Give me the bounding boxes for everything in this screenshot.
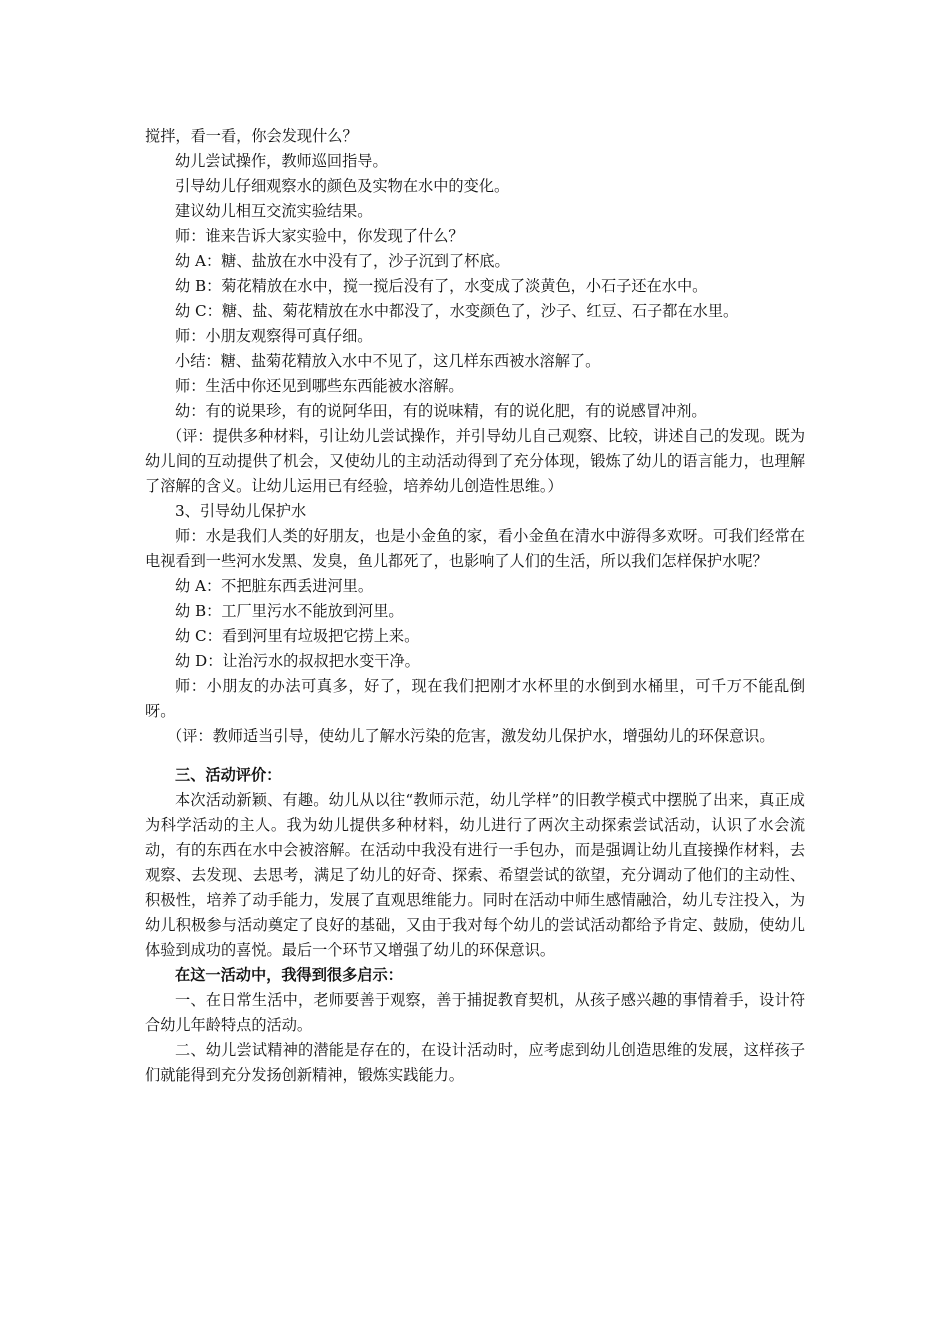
paragraph-section-3-title: 3、引导幼儿保护水 [175,502,307,520]
paragraph-child-a-protect: 幼 A：不把脏东西丢进河里。 [175,577,374,595]
paragraph-child-b: 幼 B：菊花精放在水中，搅一搅后没有了，水变成了淡黄色，小石子还在水中。 [175,277,708,295]
paragraph-children-answers: 幼：有的说果珍，有的说阿华田，有的说味精，有的说化肥，有的说感冒冲剂。 [175,402,707,420]
document-page [145,124,805,1088]
heading-activity-evaluation: 三、活动评价： [175,766,282,784]
paragraph-evaluation-body: 本次活动新颖、有趣。幼儿从以往“教师示范，幼儿学样”的旧教学模式中摆脱了出来，真正成为科学活动的主人。我为幼儿提供多种材料，幼儿进行了两次主动探索尝试活动，认识了水会流动，有的东西在水中会被溶解。在活动中我没有进行一手包办，而是强调让幼儿直接操作材料，去观察、去发现、去思考，满足了幼儿的好奇、探索、希望尝试的欲望，充分调动了他们的主动性、积极性，培养了动手能力，发展了直观思维能力。同时在活动中师生感情融洽，幼儿专注投入，为幼儿积极参与活动奠定了良好的基础，又由于我对每个幼儿的尝试活动都给予肯定、鼓励，使幼儿体验到成功的喜悦。最后一个环节又增强了幼儿的环保意识。 [145,791,805,959]
paragraph-child-b-protect: 幼 B：工厂里污水不能放到河里。 [175,602,404,620]
paragraph-guide-observe: 引导幼儿仔细观察水的颜色及实物在水中的变化。 [175,177,510,195]
paragraph-teacher-ask: 师：谁来告诉大家实验中，你发现了什么？ [175,227,464,245]
paragraph-children-try: 幼儿尝试操作，教师巡回指导。 [175,152,388,170]
paragraph-child-a: 幼 A：糖、盐放在水中没有了，沙子沉到了杯底。 [175,252,510,270]
paragraph-summary: 小结：糖、盐菊花精放入水中不见了，这几样东西被水溶解了。 [175,352,601,370]
paragraph-suggest-exchange: 建议幼儿相互交流实验结果。 [175,202,373,220]
paragraph-teacher-life: 师：生活中你还见到哪些东西能被水溶解。 [175,377,464,395]
heading-inspiration: 在这一活动中，我得到很多启示： [175,966,403,984]
paragraph-inspiration-1: 一、在日常生活中，老师要善于观察，善于捕捉教育契机，从孩子感兴趣的事情着手，设计符合幼儿年龄特点的活动。 [145,991,805,1034]
paragraph-evaluation-1: （评：提供多种材料，引让幼儿尝试操作，并引导幼儿自己观察、比较，讲述自己的发现。既为幼儿间的互动提供了机会，又使幼儿的主动活动得到了充分体现，锻炼了幼儿的语言能力，也理解了溶解的含义。让幼儿运用已有经验，培养幼儿创造性思维。） [145,427,805,495]
paragraph-inspiration-2: 二、幼儿尝试精神的潜能是存在的，在设计活动时，应考虑到幼儿创造思维的发展，这样孩子们就能得到充分发扬创新精神，锻炼实践能力。 [145,1041,805,1084]
paragraph-teacher-water: 师：水是我们人类的好朋友，也是小金鱼的家，看小金鱼在清水中游得多欢呀。可我们经常在电视看到一些河水发黑、发臭，鱼儿都死了，也影响了人们的生活，所以我们怎样保护水呢？ [145,527,805,570]
paragraph-stir-question: 搅拌，看一看，你会发现什么？ [145,127,358,145]
paragraph-child-c-protect: 幼 C：看到河里有垃圾把它捞上来。 [175,627,420,645]
paragraph-teacher-praise: 师：小朋友观察得可真仔细。 [175,327,373,345]
paragraph-evaluation-2: （评：教师适当引导，使幼儿了解水污染的危害，激发幼儿保护水，增强幼儿的环保意识。 [167,727,775,745]
paragraph-child-c: 幼 C：糖、盐、菊花精放在水中都没了，水变颜色了，沙子、红豆、石子都在水里。 [175,302,739,320]
paragraph-child-d-protect: 幼 D：让治污水的叔叔把水变干净。 [175,652,420,670]
paragraph-teacher-pour: 师：小朋友的办法可真多，好了，现在我们把刚才水杯里的水倒到水桶里，可千万不能乱倒呀。 [145,677,805,720]
